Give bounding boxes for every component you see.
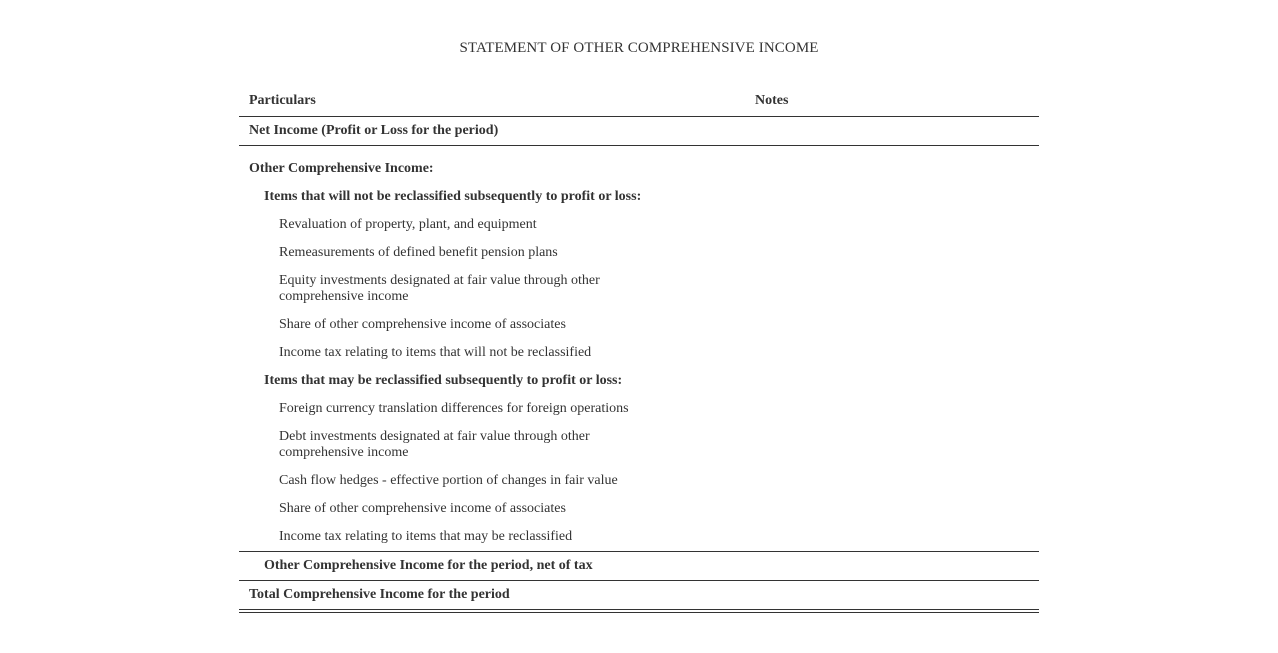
oci-net-of-tax-label: Other Comprehensive Income for the period, net of tax [264, 558, 593, 573]
line-item-label: Debt investments designated at fair value through other comprehensive income [279, 429, 590, 460]
oci-subtotal-rule [239, 551, 1039, 552]
double-rule-top [239, 609, 1039, 610]
line-item-label: Income tax relating to items that may be reclassified [279, 529, 573, 544]
net-income-label: Net Income (Profit or Loss for the period) [249, 123, 499, 138]
total-comprehensive-income-label: Total Comprehensive Income for the period [249, 587, 510, 602]
line-item-label: Share of other comprehensive income of associates [279, 501, 566, 516]
total-rule [239, 580, 1039, 581]
statement-title: STATEMENT OF OTHER COMPREHENSIVE INCOME [459, 40, 819, 56]
line-item-label: Revaluation of property, plant, and equipment [279, 217, 537, 232]
line-item-label: Cash flow hedges - effective portion of changes in fair value [279, 473, 618, 488]
notes-header: Notes [755, 93, 789, 108]
table-header [239, 93, 1039, 117]
double-rule-bottom [239, 612, 1039, 613]
line-item-label: Equity investments designated at fair value through other comprehensive income [279, 273, 600, 304]
line-item-label: Foreign currency translation differences for foreign operations [279, 401, 629, 416]
may-be-reclassified-heading: Items that may be reclassified subsequently to profit or loss: [264, 373, 623, 388]
net-income-rule [239, 145, 1039, 146]
line-item-label: Income tax relating to items that will not be reclassified [279, 345, 592, 360]
line-item-label: Remeasurements of defined benefit pension plans [279, 245, 558, 260]
line-item-label: Share of other comprehensive income of associates [279, 317, 566, 332]
oci-heading: Other Comprehensive Income: [249, 161, 434, 176]
not-reclassified-heading: Items that will not be reclassified subsequently to profit or loss: [264, 189, 642, 204]
particulars-header: Particulars [249, 93, 316, 108]
